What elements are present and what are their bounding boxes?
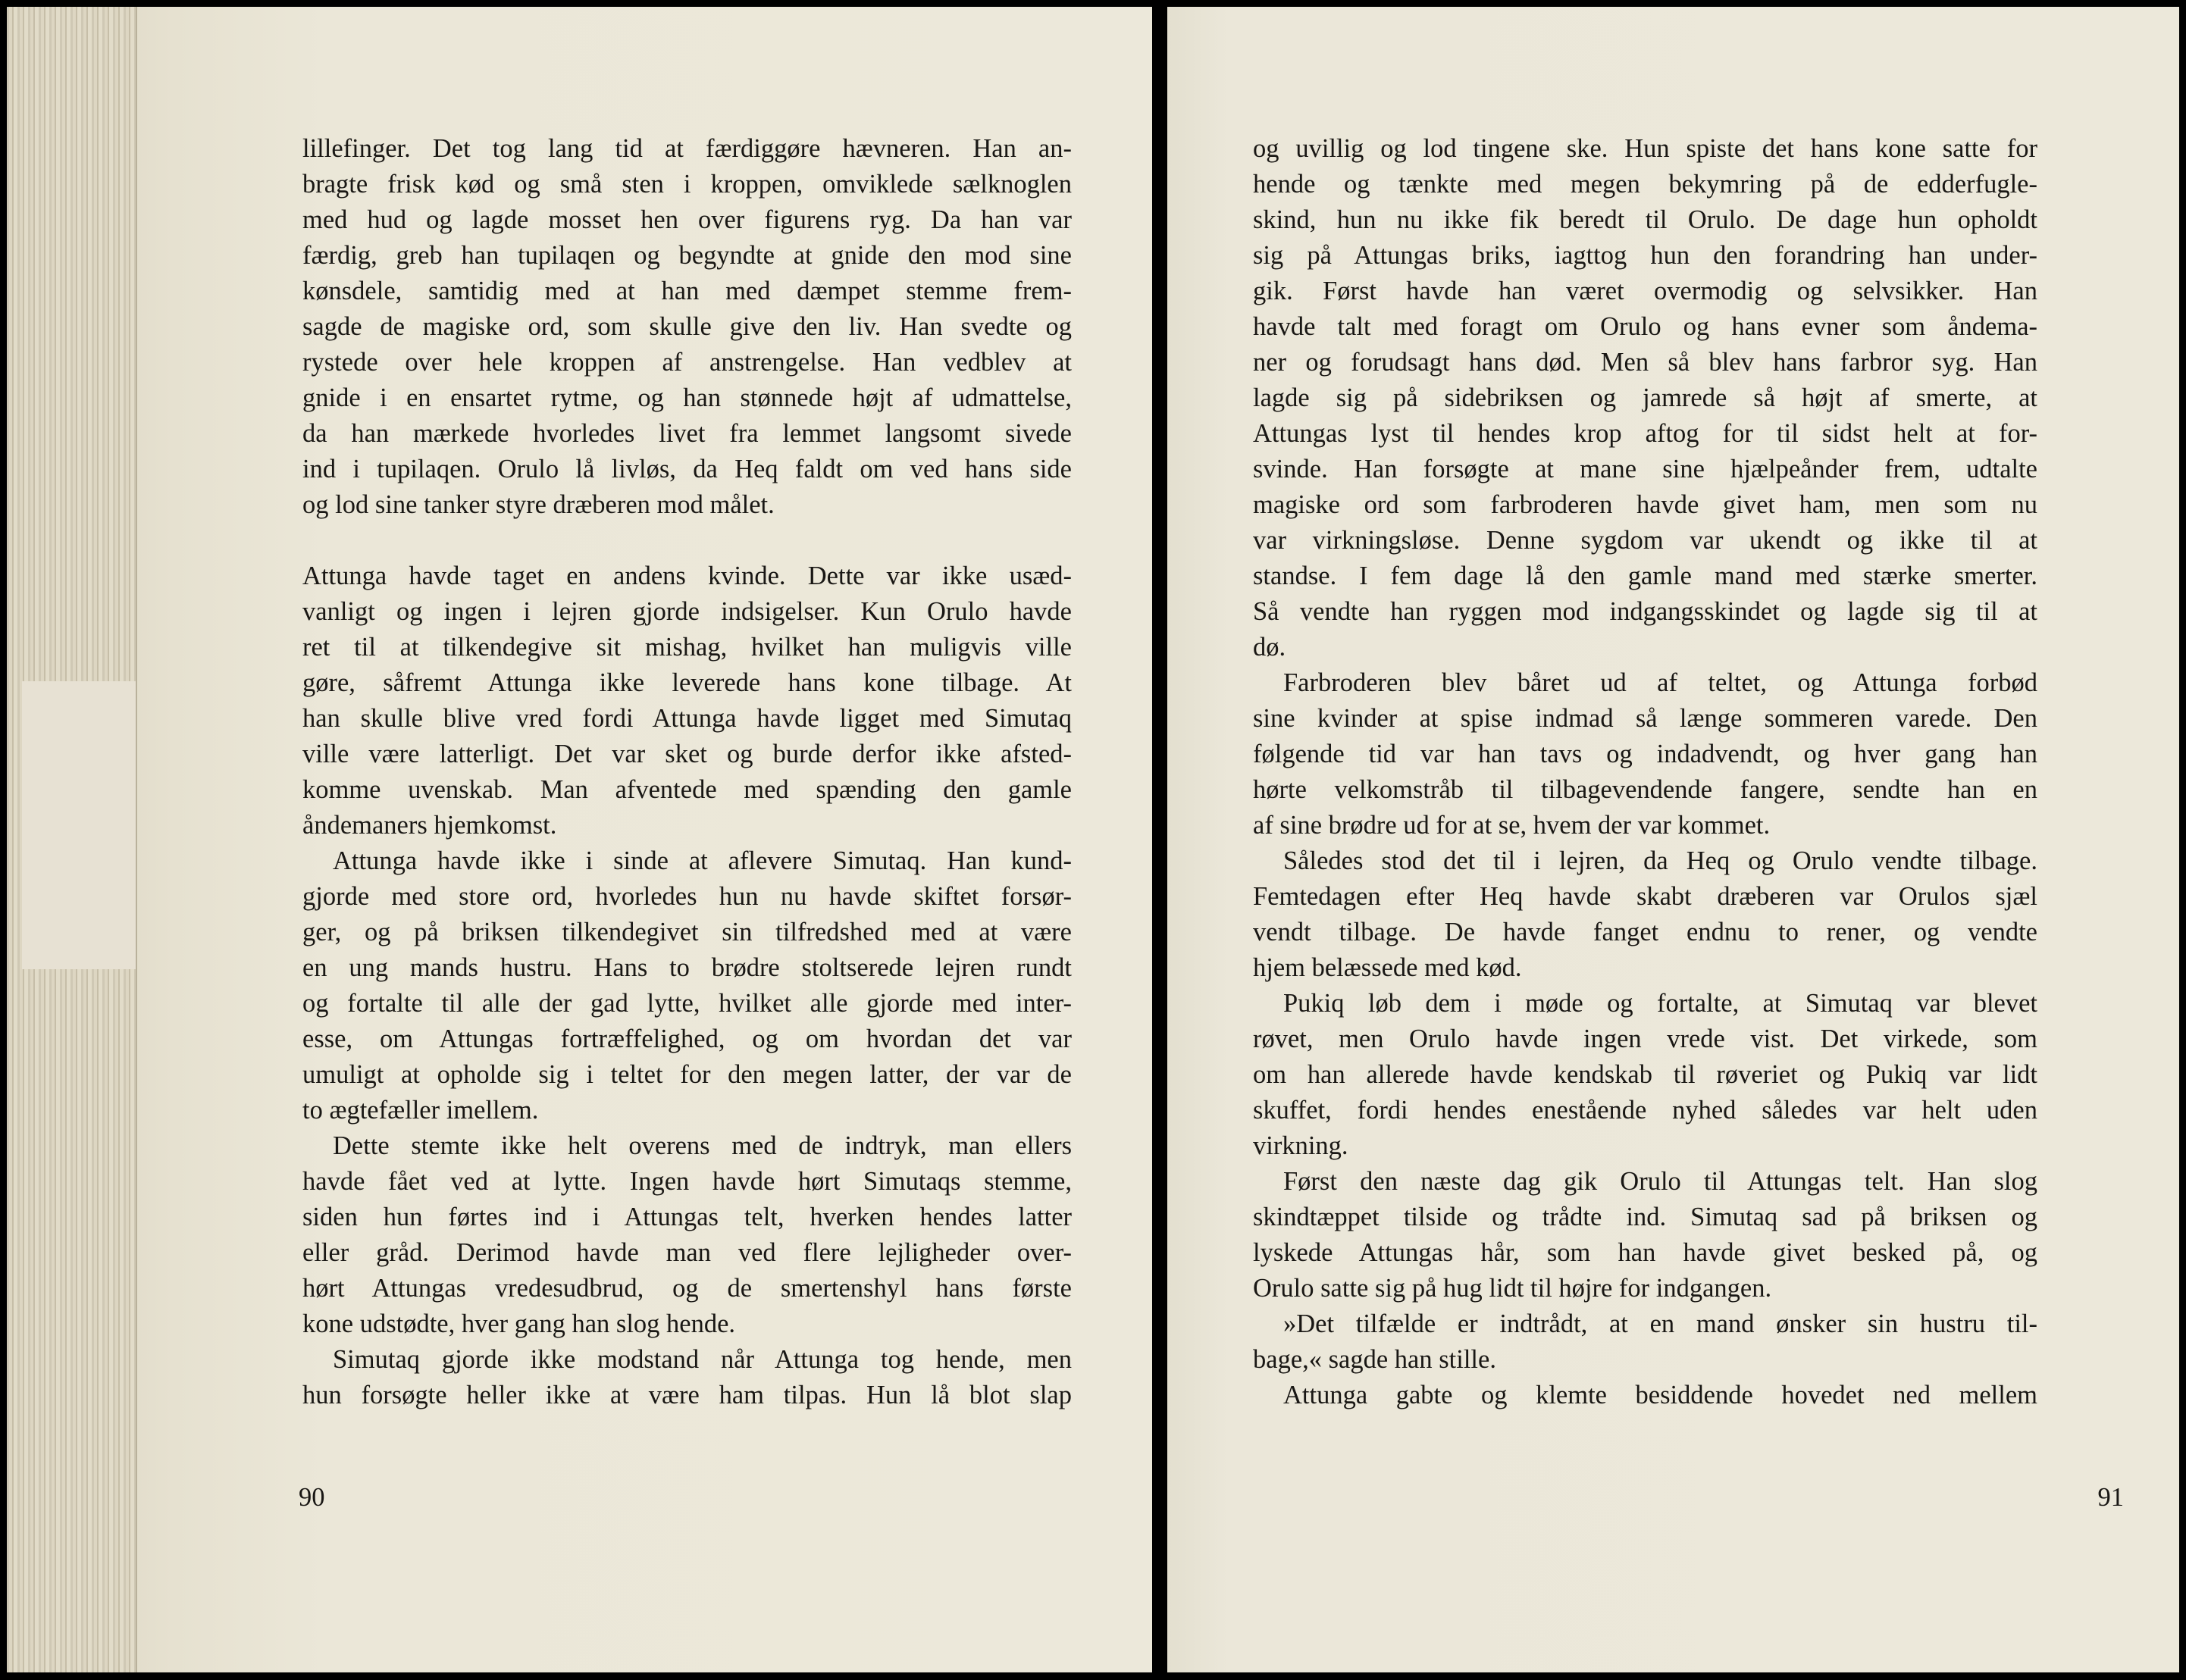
text-line: ind i tupilaqen. Orulo lå livløs, da Heq faldt om ved hans side (302, 455, 1072, 483)
text-line: Simutaq gjorde ikke modstand når Attunga tog hende, men (333, 1345, 1072, 1374)
text-line: og uvillig og lod tingene ske. Hun spiste det hans kone satte for (1253, 134, 2037, 163)
text-line: var virkningsløse. Denne sygdom var ukendt og ikke til at (1253, 526, 2037, 555)
right-page (1167, 7, 2179, 1672)
text-line: Femtedagen efter Heq havde skabt dræberen var Orulos sjæl (1253, 882, 2037, 911)
text-line: standse. I fem dage lå den gamle mand med stærke smerter. (1253, 562, 2037, 590)
text-line: en ung mands hustru. Hans to brødre stoltserede lejren rundt (302, 953, 1072, 982)
text-line: bragte frisk kød og små sten i kroppen, omviklede sælknoglen (302, 170, 1072, 199)
section-break (302, 523, 1072, 558)
text-line: færdig, greb han tupilaqen og begyndte at gnide den mod sine (302, 241, 1072, 270)
text-line: røvet, men Orulo havde ingen vrede vist. Det virkede, som (1253, 1025, 2037, 1053)
text-line: sagde de magiske ord, som skulle give den liv. Han svedte og (302, 312, 1072, 341)
right-page-text (1253, 131, 2037, 1413)
text-line: ner og forudsagt hans død. Men så blev hans farbror syg. Han (1253, 348, 2037, 377)
text-line: gnide i en ensartet rytme, og han stønnede højt af udmattelse, (302, 383, 1072, 412)
left-page (7, 7, 1152, 1672)
text-line: svinde. Han forsøgte at mane sine hjælpeånder frem, udtalte (1253, 455, 2037, 483)
text-line: med hud og lagde mosset hen over figurens ryg. Da han var (302, 205, 1072, 234)
text-line: Først den næste dag gik Orulo til Attungas telt. Han slog (1283, 1167, 2037, 1196)
text-line: vendt tilbage. De havde fanget endnu to rener, og vendte (1253, 918, 2037, 946)
text-line: Pukiq løb dem i møde og fortalte, at Simutaq var blevet (1283, 989, 2037, 1018)
text-line: komme uvenskab. Man afventede med spænding den gamle (302, 775, 1072, 804)
text-line: kønsdele, samtidig med at han med dæmpet stemme frem- (302, 277, 1072, 305)
text-line: kone udstødte, hver gang han slog hende. (302, 1309, 736, 1338)
text-line: sine kvinder at spise indmad så længe sommeren varede. Den (1253, 704, 2037, 733)
text-line: hjem belæssede med kød. (1253, 953, 1522, 982)
text-line: havde fået ved at lytte. Ingen havde hørt Simutaqs stemme, (302, 1167, 1072, 1196)
page-number: 91 (2097, 1483, 2124, 1512)
text-line: da han mærkede hvorledes livet fra lemmet langsomt sivede (302, 419, 1072, 448)
text-line: hun forsøgte heller ikke at være ham tilpas. Hun lå blot slap (302, 1381, 1072, 1409)
text-line: havde talt med foragt om Orulo og hans evner som åndema- (1253, 312, 2037, 341)
text-line: virkning. (1253, 1131, 1348, 1160)
text-line: af sine brødre ud for at se, hvem der var kommet. (1253, 811, 1771, 840)
page-number: 90 (299, 1483, 325, 1512)
text-line: ger, og på briksen tilkendegivet sin tilfredshed med at være (302, 918, 1072, 946)
text-line: Således stod det til i lejren, da Heq og Orulo vendte tilbage. (1283, 846, 2037, 875)
text-line: og lod sine tanker styre dræberen mod målet. (302, 490, 775, 519)
text-line: magiske ord som farbroderen havde givet ham, men som nu (1253, 490, 2037, 519)
text-line: ret til at tilkendegive sit mishag, hvilket han muligvis ville (302, 633, 1072, 662)
text-line: Farbroderen blev båret ud af teltet, og Attunga forbød (1283, 668, 2037, 697)
text-line: hende og tænkte med megen bekymring på de edderfugle- (1253, 170, 2037, 199)
text-line: Attunga gabte og klemte besiddende hovedet ned mellem (1283, 1381, 2037, 1409)
text-line: Attunga havde taget en andens kvinde. Dette var ikke usæd- (302, 562, 1072, 590)
text-line: skuffet, fordi hendes enestående nyhed således var helt uden (1253, 1096, 2037, 1125)
text-line: gøre, såfremt Attunga ikke leverede hans kone tilbage. At (302, 668, 1072, 697)
text-line: to ægtefæller imellem. (302, 1096, 539, 1125)
text-line: hørt Attungas vredesudbrud, og de smertenshyl hans første (302, 1274, 1072, 1303)
text-line: Attungas lyst til hendes krop aftog for til sidst helt at for- (1253, 419, 2037, 448)
text-line: følgende tid var han tavs og indadvendt, og hver gang han (1253, 740, 2037, 768)
page-edge-discoloration (22, 681, 136, 969)
text-line: lillefinger. Det tog lang tid at færdiggøre hævneren. Han an- (302, 134, 1072, 163)
text-line: bage,« sagde han stille. (1253, 1345, 1496, 1374)
text-line: skindtæppet tilside og trådte ind. Simutaq sad på briksen og (1253, 1203, 2037, 1231)
text-line: esse, om Attungas fortræffelighed, og om hvordan det var (302, 1025, 1072, 1053)
text-line: Orulo satte sig på hug lidt til højre for indgangen. (1253, 1274, 1772, 1303)
text-line: skind, hun nu ikke fik beredt til Orulo. De dage hun opholdt (1253, 205, 2037, 234)
text-line: lyskede Attungas hår, som han havde givet besked på, og (1253, 1238, 2037, 1267)
text-line: »Det tilfælde er indtrådt, at en mand ønsker sin hustru til- (1283, 1309, 2037, 1338)
text-line: hørte velkomstråb til tilbagevendende fangere, sendte han en (1253, 775, 2037, 804)
left-page-text (302, 131, 1072, 1413)
text-line: han skulle blive vred fordi Attunga havde ligget med Simutaq (302, 704, 1072, 733)
text-line: umuligt at opholde sig i teltet for den megen latter, der var de (302, 1060, 1072, 1089)
text-line: rystede over hele kroppen af anstrengelse. Han vedblev at (302, 348, 1072, 377)
text-line: åndemaners hjemkomst. (302, 811, 557, 840)
text-line: lagde sig på sidebriksen og jamrede så højt af smerte, at (1253, 383, 2037, 412)
text-line: gik. Først havde han været overmodig og selvsikker. Han (1253, 277, 2037, 305)
text-line: ville være latterligt. Det var sket og burde derfor ikke afsted- (302, 740, 1072, 768)
text-line: og fortalte til alle der gad lytte, hvilket alle gjorde med inter- (302, 989, 1072, 1018)
text-line: Attunga havde ikke i sinde at aflevere Simutaq. Han kund- (333, 846, 1072, 875)
text-line: eller gråd. Derimod havde man ved flere lejligheder over- (302, 1238, 1072, 1267)
text-line: Dette stemte ikke helt overens med de indtryk, man ellers (333, 1131, 1072, 1160)
text-line: dø. (1253, 633, 1286, 662)
text-line: vanligt og ingen i lejren gjorde indsigelser. Kun Orulo havde (302, 597, 1072, 626)
text-line: om han allerede havde kendskab til røveriet og Pukiq var lidt (1253, 1060, 2037, 1089)
text-line: gjorde med store ord, hvorledes hun nu havde skiftet forsør- (302, 882, 1072, 911)
text-line: Så vendte han ryggen mod indgangsskindet og lagde sig til at (1253, 597, 2037, 626)
text-line: sig på Attungas briks, iagttog hun den forandring han under- (1253, 241, 2037, 270)
text-line: siden hun førtes ind i Attungas telt, hverken hendes latter (302, 1203, 1072, 1231)
